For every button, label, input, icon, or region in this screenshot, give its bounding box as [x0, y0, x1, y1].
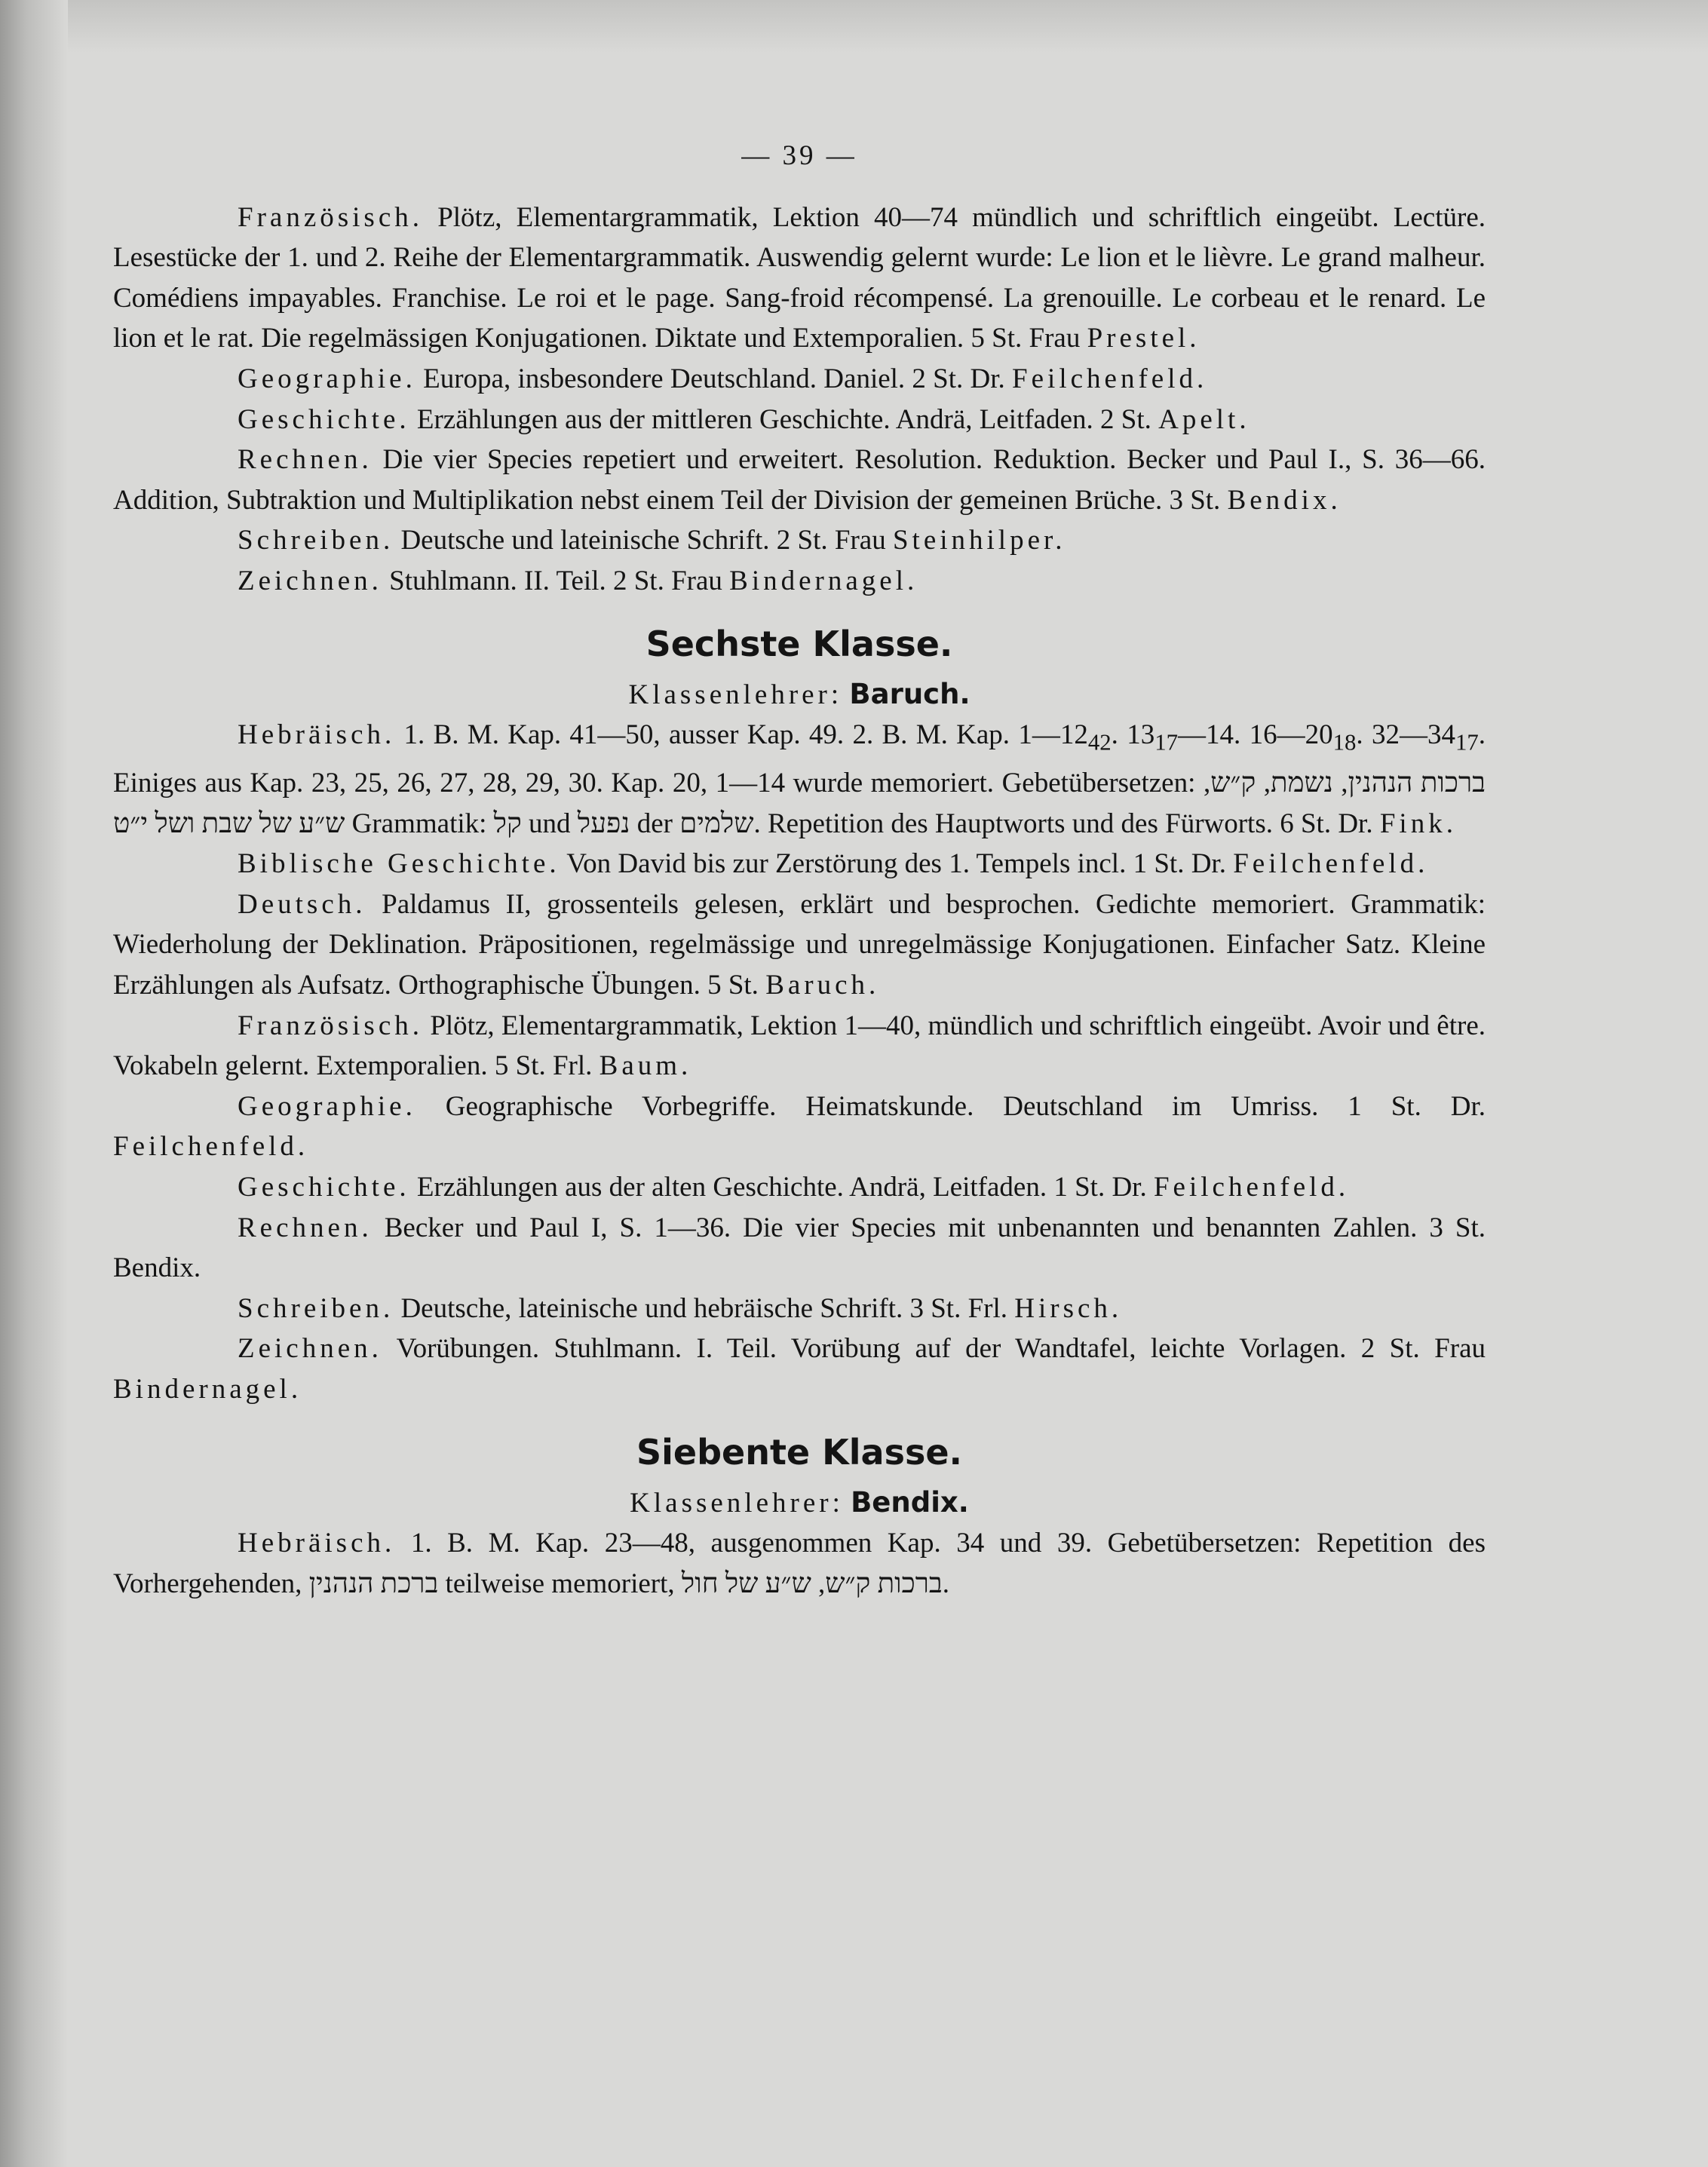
teacher-name: Steinhilper. [892, 525, 1066, 556]
teacher-name: Bindernagel. [113, 1374, 302, 1405]
paragraph-text: . 13 [1111, 719, 1155, 751]
subject-label: Geographie. [238, 1090, 416, 1122]
paragraph-text: teilweise memoriert, [445, 1568, 675, 1599]
paragraph-text: Von David bis zur Zerstörung des 1. Tempels incl. 1 St. Dr. [566, 848, 1226, 880]
class-teacher-line [113, 674, 1486, 716]
teacher-name: Baruch. [765, 970, 880, 1001]
subject-label: Biblische Geschichte. [238, 848, 560, 880]
paragraph-schreiben [113, 1289, 1486, 1329]
paragraph-text: Plötz, Elementargrammatik, Lektion 40—74 mündlich und schriftlich eingeübt. Lectüre. Lesestücke der 1. und 2. Reihe der Elementargrammatik. Auswendig gelernt wurde: Le lion et le lièvre. Le grand malheur. Comédiens impayables. Franchise. Le roi et le page. Sang-froid récompensé. La grenouille. Le corbeau et le renard. Le lion et le rat. Die regelmässigen Konjugationen. Diktate und Extemporalien. 5 St. Frau [113, 201, 1486, 354]
paragraph-geographie [113, 1087, 1486, 1167]
paragraph-hebraeisch [113, 1523, 1486, 1604]
section-heading-sechste: Sechste Klasse. [645, 623, 953, 664]
paragraph-text: und [529, 808, 571, 839]
teacher-name: Feilchenfeld. [1153, 1172, 1350, 1203]
paragraph-hebraeisch [113, 715, 1486, 844]
paragraph-geschichte [113, 400, 1486, 440]
teacher-name: Feilchenfeld. [113, 1131, 309, 1163]
hebrew-text: נפעל [577, 808, 630, 839]
paragraph-schreiben [113, 520, 1486, 561]
subject-label: Rechnen. [238, 444, 373, 476]
subject-label: Schreiben. [238, 525, 394, 556]
paragraph-geschichte [113, 1167, 1486, 1208]
paragraph-text: Deutsche und lateinische Schrift. 2 St. Frau [400, 525, 886, 556]
subscript: 42 [1087, 729, 1112, 756]
paragraph-text: Die vier Species repetiert und erweitert. Resolution. Reduktion. Becker und Paul I., S. 36—66. Addition, Subtraktion und Multiplikation nebst einem Teil der Division der gemeinen Brüche. 3 St. [113, 444, 1486, 516]
paragraph-text: . [942, 1568, 949, 1599]
hebrew-text: ברכת הנהנין [308, 1568, 439, 1599]
paragraph-geographie [113, 359, 1486, 400]
class-teacher-name: Bendix. [851, 1485, 969, 1519]
subject-label: Hebräisch. [238, 1528, 396, 1559]
subscript: 17 [1455, 729, 1479, 756]
subject-label: Geschichte. [238, 1172, 410, 1203]
subscript: 18 [1332, 729, 1357, 756]
paragraph-franzoesisch [113, 1006, 1486, 1087]
hebrew-text: ברכות הנהנין, נשמת, ק״ש, ש״ע של שבת ושל י״ט [113, 768, 1486, 839]
class-teacher-line [113, 1482, 1486, 1524]
paragraph-text: 1. B. M. Kap. 23—48, ausgenommen Kap. 34 und 39. Gebetübersetzen: Repetition des Vorhergehenden, [113, 1528, 1486, 1599]
subject-label: Geographie. [238, 363, 416, 394]
paragraph-text: . Repetition des Hauptworts und des Fürworts. 6 St. Dr. [753, 808, 1373, 839]
paragraph-text: Vorübungen. Stuhlmann. I. Teil. Vorübung auf der Wandtafel, leichte Vorlagen. 2 St. Frau [396, 1333, 1486, 1365]
subject-label: Geschichte. [238, 403, 410, 435]
teacher-name: Baum. [599, 1050, 692, 1082]
page-body [113, 136, 1486, 1604]
subject-label: Französisch. [238, 201, 423, 233]
paragraph-text: Becker und Paul I, S. 1—36. Die vier Species mit unbenannten und benannten Zahlen. 3 St. [384, 1212, 1486, 1243]
subscript: 17 [1155, 729, 1179, 756]
paragraph-text: . 32—34 [1356, 719, 1455, 751]
scan-shadow-left [0, 0, 68, 2167]
page-number: — 39 — [741, 140, 857, 171]
teacher-name: Feilchenfeld. [1233, 848, 1429, 880]
class-teacher-name: Baruch. [849, 677, 971, 710]
teacher-name: Hirsch. [1014, 1292, 1123, 1324]
hebrew-text: שלמים [679, 808, 754, 839]
section-heading-siebente: Siebente Klasse. [636, 1431, 963, 1473]
paragraph-text: Europa, insbesondere Deutschland. Daniel. 2 St. Dr. [423, 363, 1005, 394]
paragraph-rechnen [113, 1208, 1486, 1289]
scan-shadow-top [0, 0, 1708, 53]
paragraph-deutsch [113, 884, 1486, 1006]
paragraph-text: 1. B. M. Kap. 41—50, ausser Kap. 49. 2. B. M. Kap. 1—12 [403, 719, 1088, 751]
paragraph-zeichnen [113, 561, 1486, 602]
paragraph-text: Geographische Vorbegriffe. Heimatskunde. Deutschland im Umriss. 1 St. Dr. [445, 1090, 1486, 1122]
paragraph-rechnen [113, 440, 1486, 520]
paragraph-biblische-geschichte [113, 844, 1486, 884]
paragraph-text: Grammatik: [351, 808, 487, 839]
hebrew-text: קל [493, 808, 522, 839]
teacher-name: Apelt. [1158, 403, 1250, 435]
subject-label: Rechnen. [238, 1212, 373, 1243]
paragraph-text: —14. 16—20 [1178, 719, 1333, 751]
subject-label: Schreiben. [238, 1292, 394, 1324]
teacher-name: Prestel. [1087, 323, 1201, 354]
teacher-name: Bendix. [1227, 484, 1342, 516]
paragraph-text: Paldamus II, grossenteils gelesen, erklärt und besprochen. Gedichte memoriert. Grammatik: Wiederholung der Deklination. Präpositionen, regelmässige und unregelmässige Konjugationen. Einfacher Satz. Kleine Erzählungen als Aufsatz. Orthographische Übungen. 5 St. [113, 888, 1486, 1001]
class-teacher-label: Klassenlehrer: [630, 1487, 844, 1519]
paragraph-franzoesisch [113, 198, 1486, 359]
subject-label: Deutsch. [238, 888, 366, 920]
hebrew-text: ברכות ק״ש, ש״ע של חול [681, 1568, 943, 1599]
paragraph-text: der [636, 808, 673, 839]
teacher-name: Fink. [1379, 808, 1457, 839]
subject-label: Zeichnen. [238, 1333, 382, 1365]
paragraph-text: . Einiges aus Kap. 23, 25, 26, 27, 28, 29, 30. Kap. 20, 1—14 wurde memoriert. Gebetübersetzen: [113, 719, 1486, 799]
subject-label: Hebräisch. [238, 719, 396, 751]
teacher-name: Feilchenfeld. [1012, 363, 1208, 394]
paragraph-text: Deutsche, lateinische und hebräische Schrift. 3 St. Frl. [400, 1292, 1008, 1324]
paragraph-text: Erzählungen aus der mittleren Geschichte. Andrä, Leitfaden. 2 St. [416, 403, 1151, 435]
class-teacher-label: Klassenlehrer: [628, 679, 843, 710]
paragraph-text: Erzählungen aus der alten Geschichte. Andrä, Leitfaden. 1 St. Dr. [416, 1172, 1147, 1203]
paragraph-text: Stuhlmann. II. Teil. 2 St. Frau [389, 565, 722, 596]
teacher-name: Bendix. [113, 1252, 201, 1284]
teacher-name: Bindernagel. [729, 565, 918, 596]
paragraph-text: Plötz, Elementargrammatik, Lektion 1—40, mündlich und schriftlich eingeübt. Avoir und être. Vokabeln gelernt. Extemporalien. 5 St. Frl. [113, 1010, 1486, 1082]
paragraph-zeichnen [113, 1329, 1486, 1409]
subject-label: Zeichnen. [238, 565, 382, 596]
subject-label: Französisch. [238, 1010, 423, 1041]
